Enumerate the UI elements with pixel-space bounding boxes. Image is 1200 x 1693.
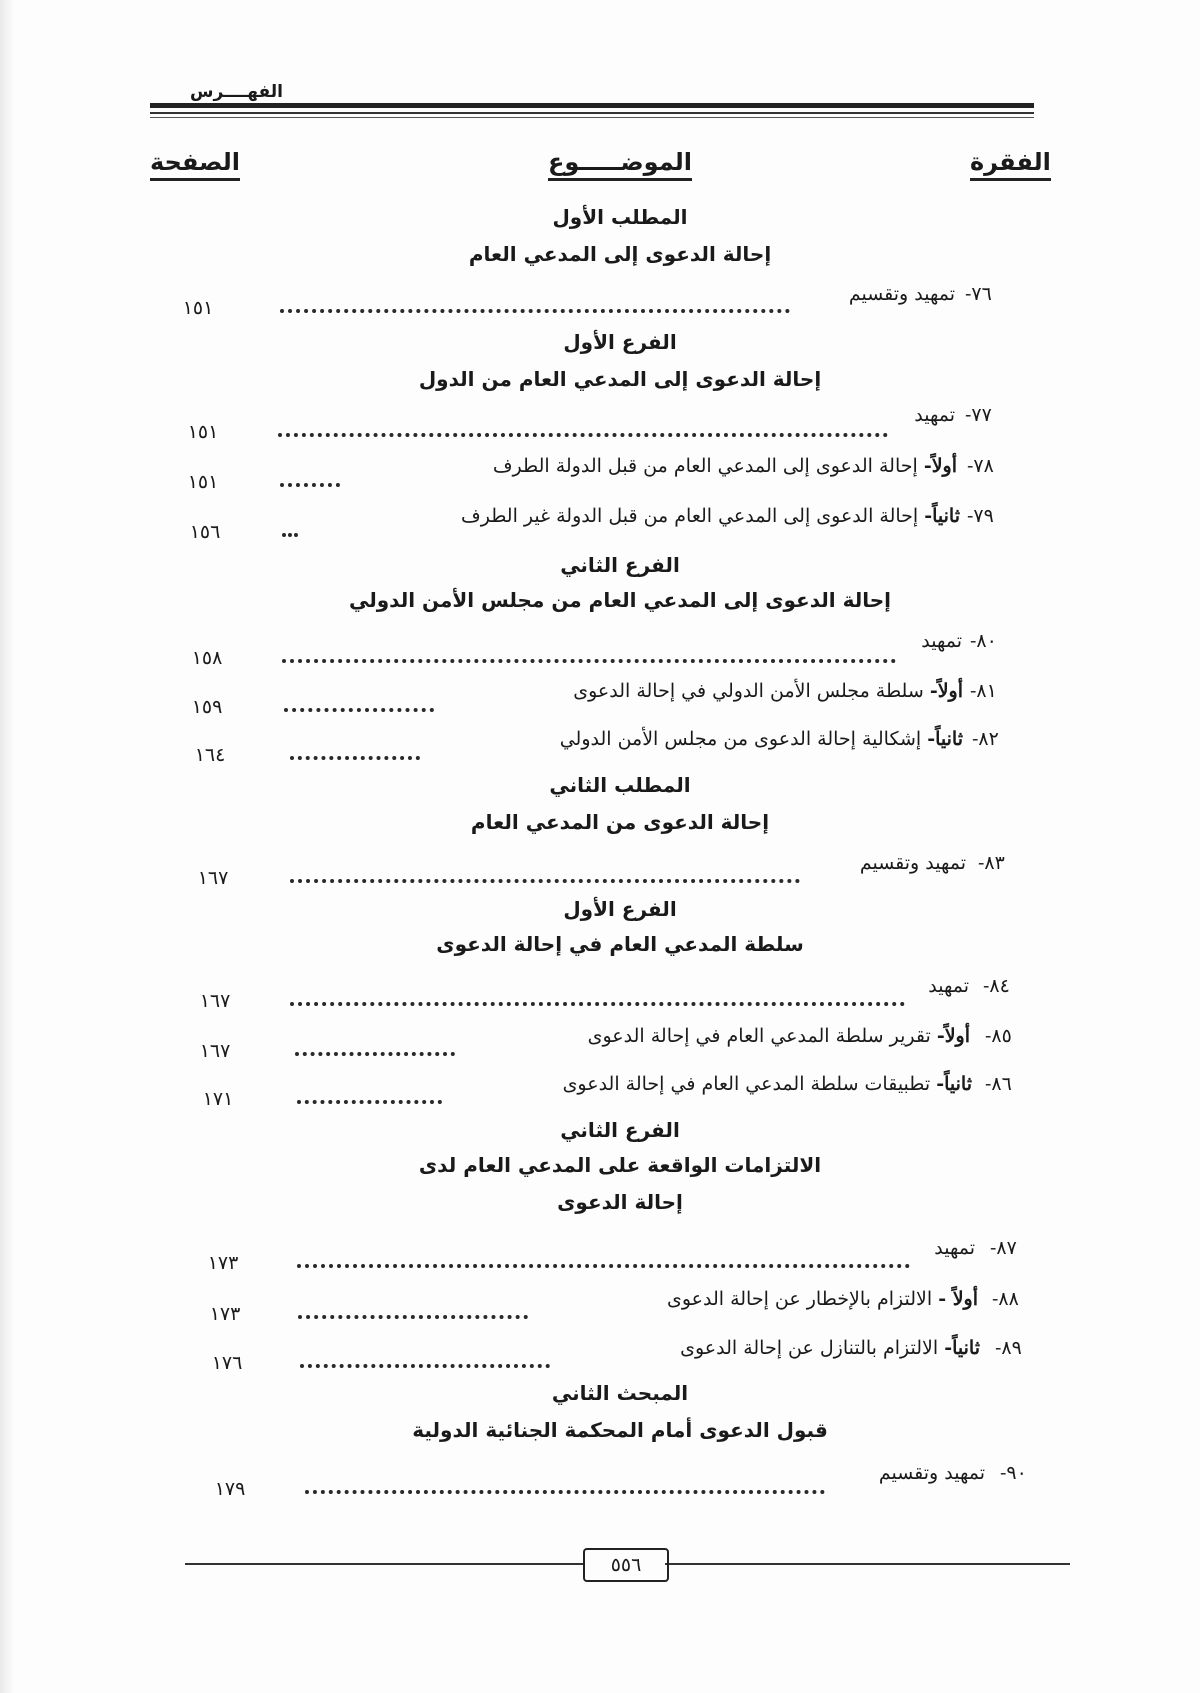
paragraph-number: ٨٦-	[985, 1073, 1012, 1095]
page-number: ١٥١	[182, 297, 214, 319]
entry-lead: ثانياً-	[944, 1337, 980, 1359]
page-number: ١٥١	[187, 421, 219, 443]
entry-title	[563, 1073, 972, 1095]
entry-title	[914, 404, 955, 426]
entry-title	[461, 505, 960, 527]
entry-lead: ثانياً-	[936, 1073, 972, 1095]
entry-text: إحالة الدعوى إلى المدعي العام من قبل الدولة الطرف	[492, 455, 918, 477]
entry-title	[667, 1288, 978, 1310]
leader-dots	[290, 1002, 905, 1006]
paragraph-number: ٧٨-	[967, 455, 994, 477]
leader-dots	[300, 1364, 550, 1368]
entry-text: سلطة مجلس الأمن الدولي في إحالة الدعوى	[573, 680, 924, 702]
paragraph-number: ٨٨-	[992, 1288, 1019, 1310]
leader-dots	[280, 309, 790, 313]
section-heading: الفرع الأول	[563, 897, 677, 921]
page-number: ١٦٧	[199, 990, 231, 1012]
entry-text: تمهيد وتقسيم	[878, 1462, 985, 1484]
column-header-paragraph: الفقرة	[970, 148, 1051, 181]
entry-lead: أولاً-	[936, 1025, 970, 1047]
entry-text: إحالة الدعوى إلى المدعي العام من قبل الدولة غير الطرف	[461, 505, 919, 527]
leader-dots	[305, 1490, 825, 1494]
running-title: الفهــــرس	[190, 82, 283, 102]
page-number: ١٦٤	[194, 744, 226, 766]
entry-text: تمهيد وتقسيم	[859, 852, 966, 874]
leader-dots	[280, 483, 340, 487]
entry-title	[934, 1237, 975, 1259]
leader-dots	[290, 756, 420, 760]
paragraph-number: ٨٩-	[995, 1337, 1022, 1359]
page-number: ١٥٨	[191, 647, 223, 669]
entry-title	[573, 680, 963, 702]
header-rule	[150, 117, 1034, 118]
section-heading: إحالة الدعوى إلى المدعي العام من الدول	[418, 367, 822, 391]
page-number: ١٧١	[202, 1088, 234, 1110]
paragraph-number: ٧٩-	[967, 505, 994, 527]
leader-dots	[295, 1052, 455, 1056]
entry-text: تطبيقات سلطة المدعي العام في إحالة الدعوى	[562, 1073, 931, 1095]
paragraph-number: ٨٤-	[983, 975, 1010, 997]
section-heading: المبحث الثاني	[551, 1381, 689, 1405]
section-heading: الفرع الثاني	[560, 1118, 680, 1142]
section-heading: سلطة المدعي العام في إحالة الدعوى	[436, 932, 804, 956]
column-header-topic: الموضـــــوع	[548, 148, 692, 181]
scan-edge	[0, 0, 14, 1693]
section-heading: الفرع الثاني	[560, 553, 680, 577]
entry-text: الالتزام بالإخطار عن إحالة الدعوى	[666, 1288, 933, 1310]
page-number: ١٥٩	[191, 696, 223, 718]
footer-rule	[665, 1563, 1070, 1565]
entry-title	[493, 455, 957, 477]
entry-text: تمهيد وتقسيم	[848, 283, 955, 305]
section-heading: قبول الدعوى أمام المحكمة الجنائية الدولية	[412, 1418, 828, 1442]
paragraph-number: ٧٦-	[965, 283, 992, 305]
folio-page-number: ٥٥٦	[583, 1548, 669, 1582]
column-header-page: الصفحة	[150, 148, 240, 181]
header-rule	[150, 112, 1034, 114]
entry-title	[588, 1025, 970, 1047]
leader-dots	[297, 1100, 442, 1104]
leader-dots	[298, 1315, 528, 1319]
page-number: ١٧٦	[211, 1352, 243, 1374]
entry-title	[928, 975, 969, 997]
leader-dots	[290, 879, 800, 883]
footer-rule	[185, 1563, 583, 1565]
entry-text: تمهيد	[914, 404, 955, 426]
page-number: ١٧٩	[214, 1478, 246, 1500]
entry-lead: أولاً -	[938, 1288, 978, 1310]
paragraph-number: ٨٠-	[970, 630, 997, 652]
paragraph-number: ٩٠-	[1000, 1462, 1027, 1484]
entry-text: تمهيد	[928, 975, 969, 997]
leader-dots	[297, 1264, 910, 1268]
entry-title	[680, 1337, 980, 1359]
entry-text: تمهيد	[921, 630, 962, 652]
entry-text: إشكالية إحالة الدعوى من مجلس الأمن الدولي	[559, 728, 922, 750]
entry-text: تمهيد	[934, 1237, 975, 1259]
entry-lead: أولاً-	[923, 455, 957, 477]
page-number: ١٥٦	[189, 521, 221, 543]
leader-dots	[282, 533, 298, 537]
paragraph-number: ٨١-	[970, 680, 997, 702]
section-heading: إحالة الدعوى	[557, 1190, 683, 1214]
header-rule	[150, 103, 1034, 108]
section-heading: إحالة الدعوى إلى المدعي العام من مجلس الأمن الدولي	[348, 588, 892, 612]
leader-dots	[282, 659, 896, 663]
section-heading: إحالة الدعوى إلى المدعي العام	[468, 242, 772, 266]
entry-lead: ثانياً-	[924, 505, 960, 527]
entry-title	[849, 283, 955, 305]
page-number: ١٧٣	[207, 1252, 239, 1274]
paragraph-number: ٨٥-	[985, 1025, 1012, 1047]
leader-dots	[278, 433, 888, 437]
page-number: ١٧٣	[209, 1303, 241, 1325]
page-number: ١٥١	[187, 471, 219, 493]
page-number: ١٦٧	[197, 867, 229, 889]
entry-title	[921, 630, 962, 652]
entry-title	[860, 852, 966, 874]
section-heading: المطلب الثاني	[549, 773, 691, 797]
paragraph-number: ٨٧-	[990, 1237, 1017, 1259]
entry-text: تقرير سلطة المدعي العام في إحالة الدعوى	[587, 1025, 931, 1047]
entry-lead: ثانياً-	[927, 728, 963, 750]
section-heading: إحالة الدعوى من المدعي العام	[470, 810, 770, 834]
entry-title	[879, 1462, 985, 1484]
section-heading: الفرع الأول	[563, 330, 677, 354]
paragraph-number: ٧٧-	[965, 404, 992, 426]
page-number: ١٦٧	[199, 1040, 231, 1062]
entry-title	[560, 728, 963, 750]
entry-text: الالتزام بالتنازل عن إحالة الدعوى	[680, 1337, 939, 1359]
entry-lead: أولاً-	[929, 680, 963, 702]
paragraph-number: ٨٣-	[978, 852, 1005, 874]
paragraph-number: ٨٢-	[972, 728, 999, 750]
leader-dots	[284, 708, 434, 712]
section-heading: الالتزامات الواقعة على المدعي العام لدى	[418, 1153, 822, 1177]
section-heading: المطلب الأول	[552, 205, 688, 229]
